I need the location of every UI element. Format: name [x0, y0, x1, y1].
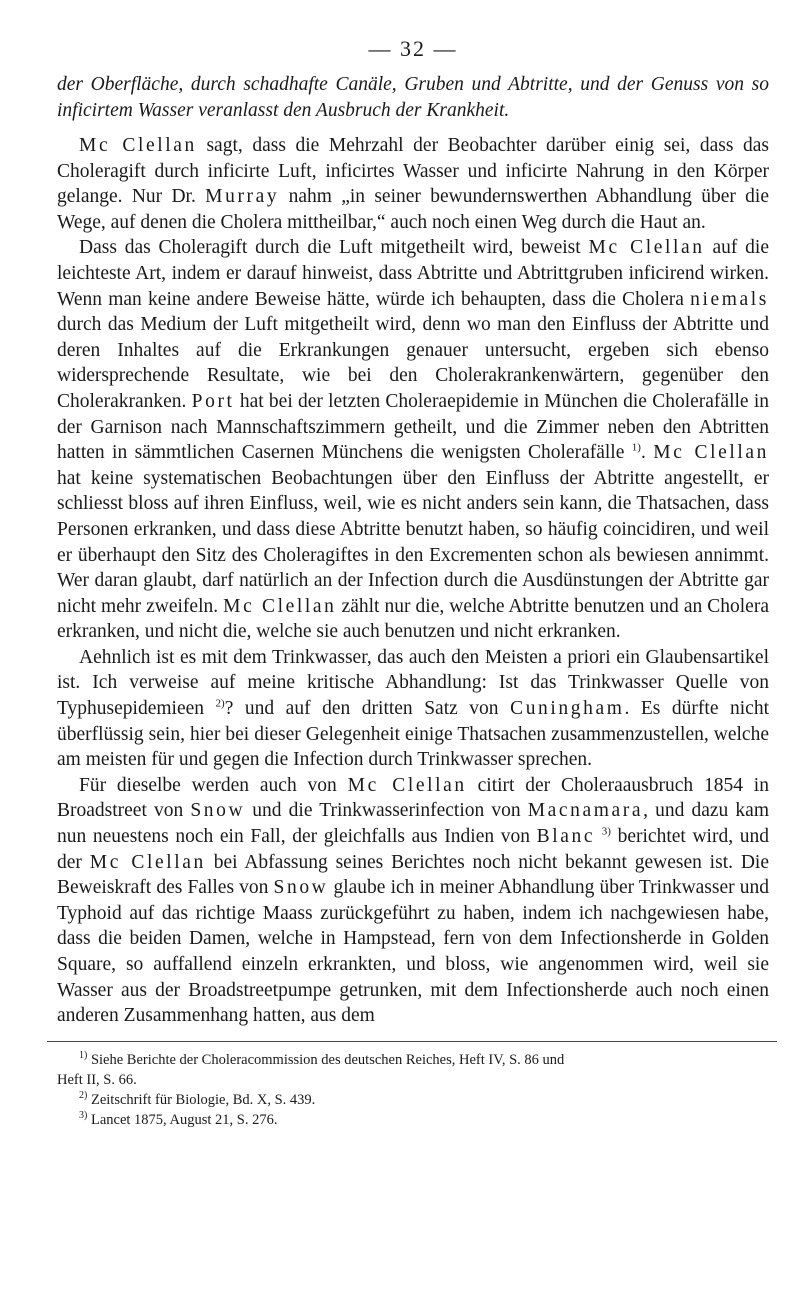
spaced-name: Macnamara — [527, 800, 644, 822]
spaced-name: Mc Clellan — [347, 774, 467, 796]
text-run: glaube ich in meiner Abhandlung über Trinkwasser und Typhoid auf das richtige Maass zurückgeführt zu haben, indem ich nachgewiesen habe, dass die beiden Damen, welche in Hampstead, fern von dem Infectionsherde in Golden Square, so auffallend einzeln erkrankten, und bloss, wie angenommen wird, weil sie Wasser aus der Broadstreetpumpe getrunken, mit dem Infectionsherde auch noch einen anderen Zusammenhang hatten, aus dem — [57, 877, 770, 1027]
body-text — [57, 133, 769, 1029]
page-number: — 32 — — [368, 36, 458, 61]
paragraph — [57, 133, 769, 235]
footnote-ref: 2) — [215, 697, 225, 710]
text-run: berichtet wird, und der — [57, 826, 769, 873]
paragraph — [57, 645, 769, 773]
intro-heading: der Oberfläche, durch schadhafte Canäle, Gruben und Abtritte, und der Genuss von so inficirtem Wasser veranlasst den Ausbruch der Krankheit. — [57, 74, 769, 121]
text-run: citirt der Choleraausbruch 1854 in Broadstreet von — [57, 774, 769, 822]
footnote — [57, 1110, 769, 1130]
footnote — [57, 1090, 769, 1110]
footnote-mark: 2) — [79, 1089, 88, 1101]
spaced-name: Mc Clellan — [79, 135, 197, 156]
paragraph — [57, 773, 769, 1029]
spaced-name: niemals — [690, 288, 769, 310]
spaced-name: Mc Clellan — [653, 442, 769, 464]
text-run: und die Trinkwasserinfection von — [245, 800, 528, 822]
spaced-name: Blanc — [536, 826, 596, 848]
text-run: sagt, dass die Mehrzahl der Beobachter darüber einig sei, dass das Choleragift durch inficirte Luft, inficirtes Wasser und inficirte Nahrung in den Körper gelange. Nur Dr. — [57, 135, 769, 208]
spaced-name: Murray — [205, 186, 280, 208]
spaced-name: Port — [191, 390, 235, 412]
text-run: bei Abfassung seines Berichtes noch nicht bekannt gewesen ist. Die Beweiskraft des Falles von — [57, 851, 769, 899]
spaced-name: Mc Clellan — [588, 237, 705, 259]
footnote — [57, 1050, 769, 1070]
footnote-text: Siehe Berichte der Choleracommission des deutschen Reiches, Heft IV, S. 86 und — [87, 1051, 565, 1068]
text-run: zählt nur die, welche Abtritte benutzen und an Cholera erkranken, und nicht die, welche sie auch benutzen und nicht erkranken. — [57, 595, 769, 643]
text-run: hat bei der letzten Choleraepidemie in München die Cholerafälle in der Garnison nach Mannschaftszimmern getheilt, und die Zimmer neben den Abtritten hatten in sämmtlichen Casernen Münchens die wenigsten Cholerafälle — [57, 390, 769, 464]
footnote-continuation: Heft II, S. 66. — [57, 1071, 137, 1088]
text-run: . Es dürfte nicht überflüssig sein, hier bei dieser Gelegenheit einige Thatsachen zusammenzustellen, welche am meisten für und gegen die Infection durch Trinkwasser sprechen. — [57, 698, 770, 771]
footnote-text: Lancet 1875, August 21, S. 276. — [87, 1111, 278, 1128]
text-run — [595, 826, 602, 847]
spaced-name: Snow — [273, 877, 329, 899]
footnote-mark: 1) — [79, 1049, 88, 1061]
spaced-name: Snow — [190, 800, 246, 822]
text-run: . — [640, 442, 654, 464]
text-run: Dass das Choleragift durch die Luft mitgetheilt wird, beweist — [79, 237, 589, 259]
footnote-mark: 3) — [79, 1109, 88, 1121]
text-run: nahm „in seiner bewundernswerthen Abhandlung über die Wege, auf denen die Cholera mittheilbar,“ auch noch einen Weg durch die Haut an. — [57, 186, 769, 233]
text-run: ? und auf den dritten Satz von — [224, 698, 511, 720]
footnote-divider — [47, 1041, 777, 1042]
spaced-name: Mc Clellan — [89, 851, 206, 873]
footnote-text: Zeitschrift für Biologie, Bd. X, S. 439. — [87, 1091, 316, 1108]
spaced-name: Mc Clellan — [223, 595, 337, 617]
footnote-ref: 3) — [601, 825, 611, 838]
paragraph — [57, 235, 769, 645]
footnote-ref: 1) — [631, 441, 641, 454]
text-run: , und dazu kam nun neuestens noch ein Fall, der gleichfalls aus Indien von — [57, 800, 769, 848]
text-run: Aehnlich ist es mit dem Trinkwasser, das auch den Meisten a priori ein Glaubensartikel ist. Ich verweise auf meine kritische Abhandlung: Ist das Trinkwasser Quelle von Typhusepidemieen — [57, 646, 769, 720]
text-run: auf die leichteste Art, indem er darauf hinweist, dass Abtritte und Abtrittgruben inficirend wirken. Wenn man keine andere Beweise hätte, würde ich behaupten, dass die Cholera — [57, 237, 769, 310]
text-run: hat keine systematischen Beobachtungen über den Einfluss der Abtritte angestellt, er schliesst bloss auf ihren Einfluss, weil, wie es nicht anders sein kann, die Thatsachen, dass Personen erkranken, und dass diese Abtritte benutzt haben, so häufig coincidiren, und weil er überhaupt den Sitz des Choleragiftes in den Excrementen schon als bewiesen annimmt. Wer daran glaubt, darf natürlich an der Infection durch die Ausdünstungen der Abtritte gar nicht mehr zweifeln. — [57, 467, 769, 617]
text-run: Für dieselbe werden auch von — [79, 774, 348, 796]
book-page — [57, 36, 769, 1130]
footnotes — [57, 1050, 769, 1130]
text-run: durch das Medium der Luft mitgetheilt wird, denn wo man den Einfluss der Abtritte und deren Inhaltes auf die Erkrankungen genauer untersucht, ergeben sich ebenso widersprechende Resultate, wie bei den Cholerakrankenwärtern, gegenüber den Cholerakranken. — [57, 314, 769, 412]
spaced-name: Cuningham — [510, 698, 625, 720]
